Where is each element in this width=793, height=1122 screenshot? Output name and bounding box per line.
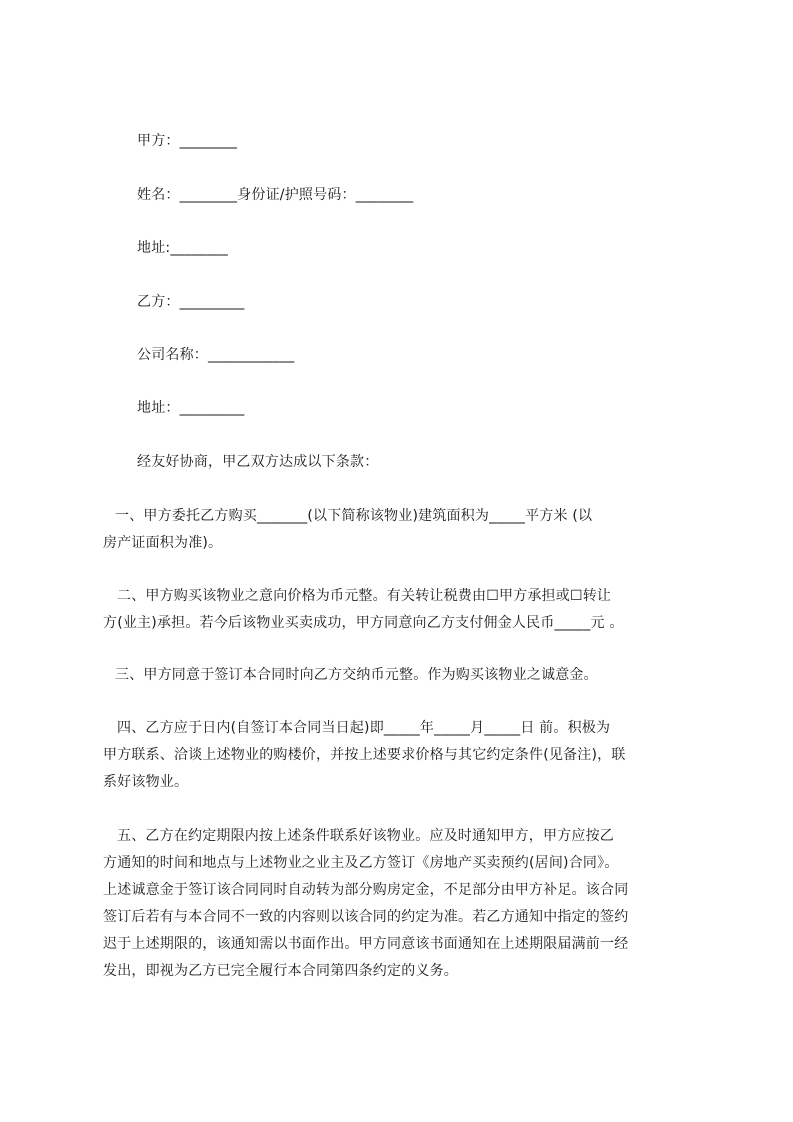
clause-5-line: 方通知的时间和地点与上述物业之业主及乙方签订《房地产买卖预约(居间)合同》。	[103, 855, 619, 871]
party-a-address: 地址:________	[137, 240, 228, 256]
clause-5-line: 签订后若有与本合同不一致的内容则以该合同的约定为准。若乙方通知中指定的签约	[103, 909, 629, 925]
clause-1-line: 房产证面积为准)。	[103, 535, 223, 551]
party-b-label: 乙方：_________	[137, 294, 245, 310]
clause-4-line: 四、乙方应于日内(自签订本合同当日起)即_____年_____月_____日 前。积极为	[117, 720, 611, 736]
clause-5-line: 迟于上述期限的，该通知需以书面作出。甲方同意该书面通知在上述期限届满前一经	[103, 936, 629, 952]
party-b-company: 公司名称：____________	[137, 347, 295, 363]
clause-5-line: 五、乙方在约定期限内按上述条件联系好该物业。应及时通知甲方，甲方应按乙	[117, 828, 614, 844]
clause-4-line: 甲方联系、洽谈上述物业的购楼价，并按上述要求价格与其它约定条件(见备注)，联	[103, 747, 626, 763]
party-b-address: 地址：_________	[137, 400, 245, 416]
clause-4-line: 系好该物业。	[103, 774, 189, 790]
clause-2-line: 方(业主)承担。若今后该物业买卖成功，甲方同意向乙方支付佣金人民币_____元 。	[103, 615, 624, 631]
party-a-name-id-line: 姓名：________身份证/护照号码：________	[137, 187, 414, 203]
party-a-label: 甲方：________	[137, 133, 238, 149]
clause-5-line: 发出，即视为乙方已完全履行本合同第四条约定的义务。	[103, 963, 458, 979]
clause-2-line: 二、甲方购买该物业之意向价格为币元整。有关转让税费由☐甲方承担或☐转让	[117, 588, 612, 604]
intro-text: 经友好协商，甲乙双方达成以下条款：	[137, 454, 379, 470]
clause-3-line: 三、甲方同意于签订本合同时向乙方交纳币元整。作为购买该物业之诚意金。	[115, 667, 598, 683]
clause-1-line: 一、甲方委托乙方购买_______(以下简称该物业)建筑面积为_____平方米 (以	[115, 508, 593, 524]
clause-5-line: 上述诚意金于签订该合同同时自动转为部分购房定金，不足部分由甲方补足。该合同	[103, 882, 629, 898]
